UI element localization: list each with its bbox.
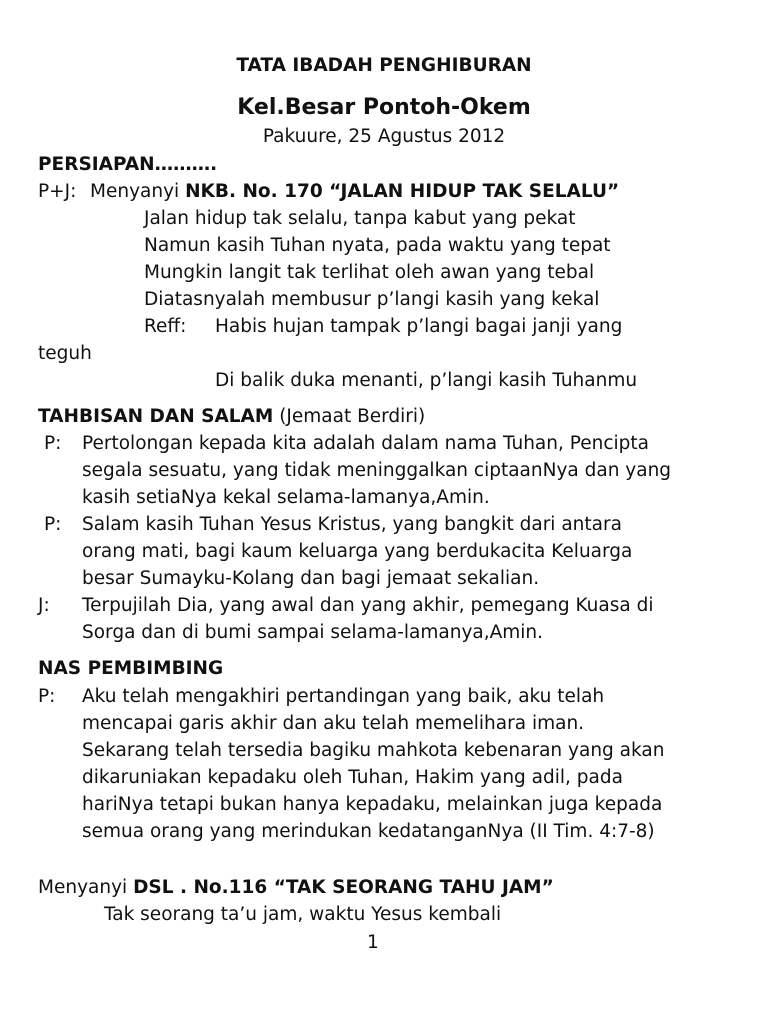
song-reference: DSL . No.116 “TAK SEORANG TAHU JAM” [133,877,554,898]
liturgy-line: dikaruniakan kepadaku oleh Tuhan, Hakim yang adil, pada [82,767,623,788]
liturgy-line: besar Sumayku-Kolang dan bagi jemaat sekalian. [82,568,540,589]
liturgy-line: Salam kasih Tuhan Yesus Kristus, yang bangkit dari antara [82,514,622,535]
sing-word: Menyanyi [90,181,180,202]
liturgy-line: kasih setiaNya kekal selama-lamanya,Amin. [82,487,490,508]
song-instruction [90,183,619,202]
liturgy-line: semua orang yang merindukan kedatanganNya (II Tim. 4:7-8) [82,821,655,842]
section-heading-tahbisan: TAHBISAN DAN SALAM (Jemaat Berdiri) [38,406,426,427]
liturgy-line: Pertolongan kepada kita adalah dalam nama Tuhan, Pencipta [82,433,649,454]
place-date: Pakuure, 25 Agustus 2012 [262,126,506,147]
sing-word: Menyanyi [38,877,128,898]
leader-label-pj: P+J: [38,181,77,202]
liturgy-line: Terpujilah Dia, yang awal dan yang akhir, pemegang Kuasa di [82,595,654,616]
document-title: TATA IBADAH PENGHIBURAN [236,55,532,76]
speaker-label: P: [38,686,56,707]
section-heading-persiapan: PERSIAPAN………. [38,154,218,175]
liturgy-line: segala sesuatu, yang tidak meninggalkan ciptaanNya dan yang [82,460,672,481]
liturgy-line: mencapai garis akhir dan aku telah memelihara iman. [82,713,585,734]
verse-line: Jalan hidup tak selalu, tanpa kabut yang pekat [144,208,576,229]
section-heading-nas: NAS PEMBIMBING [38,658,224,679]
song-instruction-2 [38,879,554,898]
page-number: 1 [367,932,379,953]
speaker-label: P: [44,433,62,454]
verse-line: Diatasnyalah membusur p’langi kasih yang kekal [144,289,600,310]
liturgy-line: Sekarang telah tersedia bagiku mahkota kebenaran yang akan [82,740,665,761]
speaker-label: P: [44,514,62,535]
heading-note: (Jemaat Berdiri) [279,406,426,427]
reff-label: Reff: [144,316,187,337]
verse-line: Tak seorang ta’u jam, waktu Yesus kembali [104,904,502,925]
reff-line: Habis hujan tampak p’langi bagai janji yang [215,316,623,337]
liturgy-line: Sorga dan di bumi sampai selama-lamanya,Amin. [82,622,544,643]
verse-line: Namun kasih Tuhan nyata, pada waktu yang tepat [144,235,611,256]
reff-line: Di balik duka menanti, p’langi kasih Tuhanmu [215,370,638,391]
song-reference: NKB. No. 170 “JALAN HIDUP TAK SELALU” [185,181,620,202]
verse-line: Mungkin langit tak terlihat oleh awan yang tebal [144,262,595,283]
liturgy-line: hariNya tetapi bukan hanya kepadaku, melainkan juga kepada [82,794,663,815]
speaker-label: J: [38,595,50,616]
liturgy-line: Aku telah mengakhiri pertandingan yang baik, aku telah [82,686,605,707]
family-name: Kel.Besar Pontoh-Okem [237,95,531,120]
liturgy-line: orang mati, bagi kaum keluarga yang berdukacita Keluarga [82,541,633,562]
reff-line-wrap: teguh [38,343,92,364]
